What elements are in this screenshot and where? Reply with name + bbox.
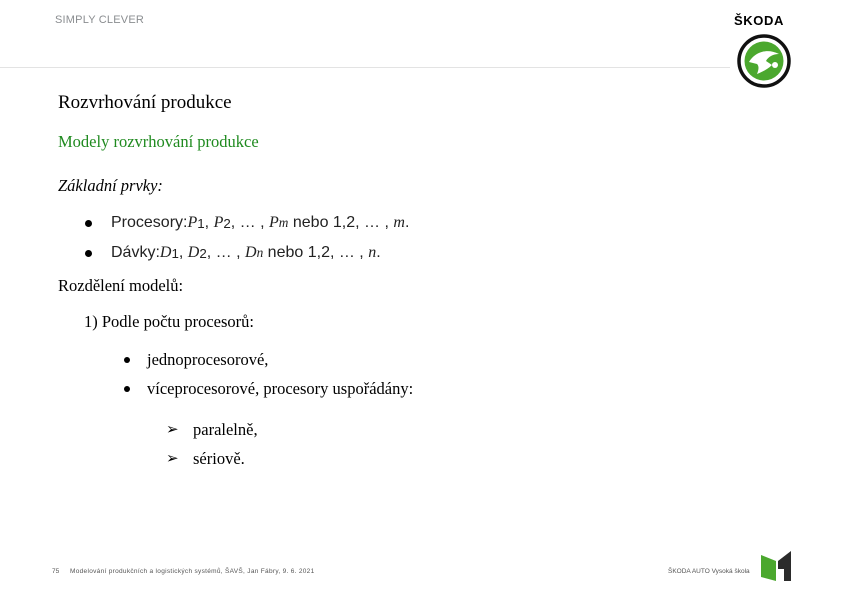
page-number: 75 [52, 568, 60, 575]
list-item: víceprocesorové, procesory uspořádány: [124, 374, 413, 403]
arrangements-list [166, 415, 258, 473]
list-item: ➢ paralelně, [166, 419, 258, 439]
skoda-logo-icon [737, 34, 791, 88]
list-item: Procesory: P 1 , P 2 , … , P m nebo 1,2, … , m . [85, 208, 409, 238]
brand-name: ŠKODA [734, 13, 784, 28]
list-item: jednoprocesorové, [124, 345, 413, 374]
slogan: SIMPLY CLEVER [55, 14, 145, 26]
footer-text: Modelování produkčních a logistických systémů, ŠAVŠ, Jan Fábry, 9. 6. 2021 [70, 568, 315, 575]
bullet-icon [124, 386, 130, 392]
item-label: Procesory: [111, 214, 188, 231]
section-heading: Rozdělení modelů: [58, 276, 184, 295]
subsection-heading: 1) Podle počtu procesorů: [84, 312, 255, 331]
list-item: ➢ sériově. [166, 448, 245, 468]
arrow-bullet-icon: ➢ [166, 451, 179, 467]
bullet-icon [85, 250, 92, 257]
bullet-icon [124, 357, 130, 363]
school-name: ŠKODA AUTO Vysoká škola [668, 568, 750, 575]
slide-title: Rozvrhování produkce [58, 92, 232, 113]
bullet-icon [85, 220, 92, 227]
basic-elements-list [85, 208, 409, 268]
slide-subtitle: Modely rozvrhování produkce [58, 132, 259, 151]
intro-text: Základní prvky: [58, 176, 163, 195]
header-divider [0, 67, 730, 68]
item-label: Dávky: [111, 244, 160, 261]
list-item: Dávky: D 1 , D 2 , … , D n nebo 1,2, … , n . [85, 238, 409, 268]
processor-types-list [124, 345, 413, 403]
school-logo-icon [758, 549, 794, 583]
arrow-bullet-icon: ➢ [166, 422, 179, 438]
